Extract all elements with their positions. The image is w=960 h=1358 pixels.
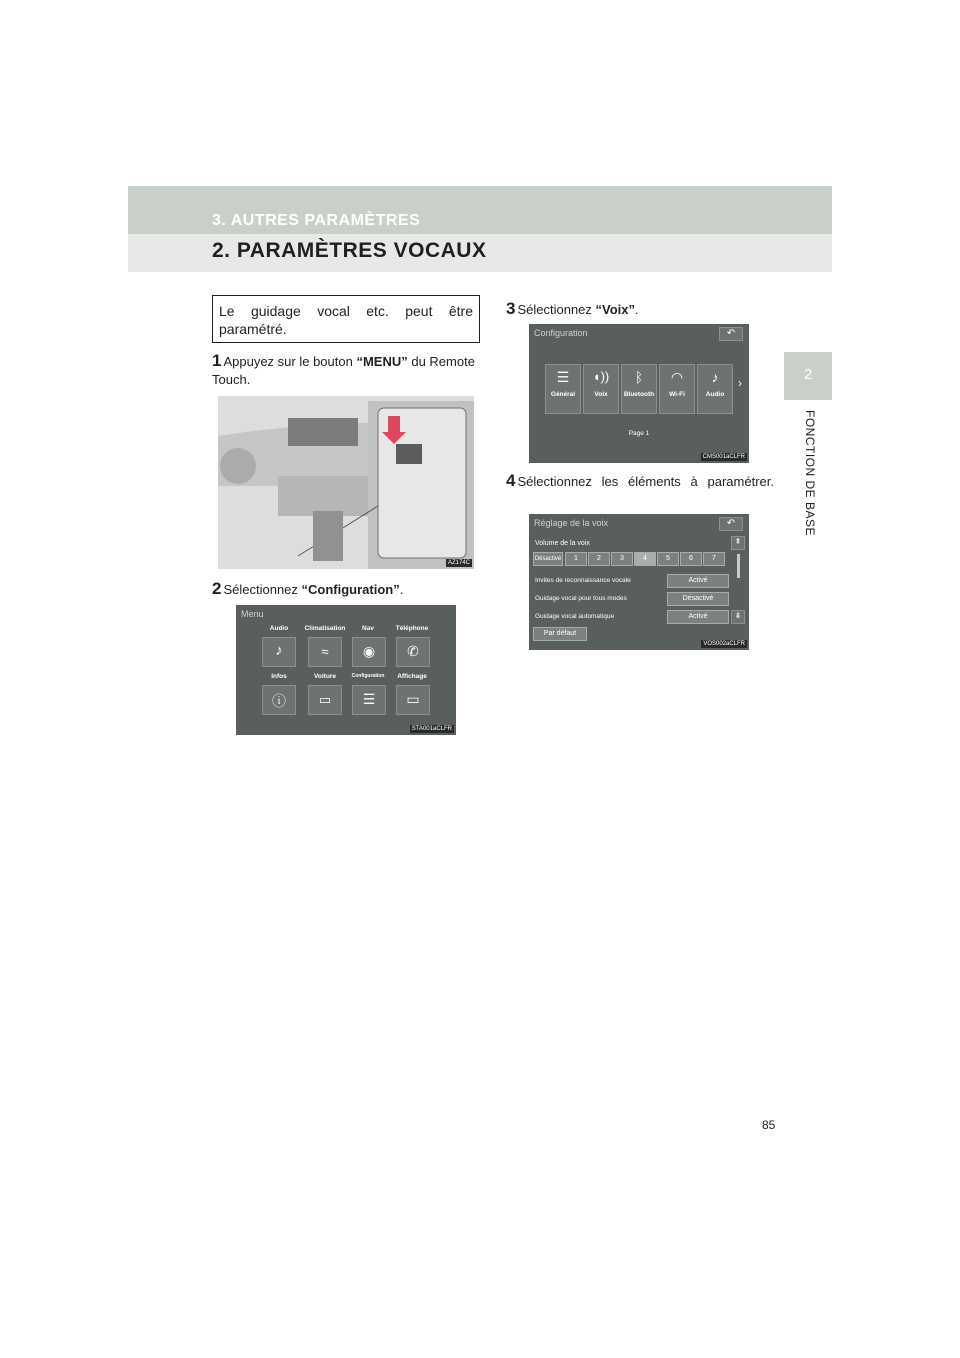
phone-button[interactable] xyxy=(396,637,430,667)
step-3 xyxy=(506,300,774,319)
step-text: Sélectionnez les éléments à paramétrer. xyxy=(517,474,774,489)
dashboard-figure xyxy=(218,396,474,569)
step-1 xyxy=(212,352,480,389)
menu-label: Audio xyxy=(269,625,289,632)
step-number: 1 xyxy=(212,351,222,370)
volume-level-button[interactable]: 2 xyxy=(588,552,610,566)
audio-button[interactable] xyxy=(697,364,733,414)
volume-level-button[interactable]: 3 xyxy=(611,552,633,566)
bluetooth-icon: ᛒ xyxy=(634,369,644,385)
menu-label: Voiture xyxy=(314,673,336,680)
volume-level-button[interactable]: 1 xyxy=(565,552,587,566)
page-title: 2. PARAMÈTRES VOCAUX xyxy=(212,239,487,262)
menu-label: Nav xyxy=(362,625,374,632)
menu-label: Téléphone xyxy=(395,625,429,632)
climate-button[interactable] xyxy=(308,637,342,667)
screen-title: Menu xyxy=(241,609,264,619)
back-arrow-icon: ↶ xyxy=(726,328,736,339)
step-keyword: “Configuration” xyxy=(301,582,400,597)
item-label: Audio xyxy=(705,391,725,398)
screen-title: Réglage de la voix xyxy=(534,518,609,528)
configuration-screen xyxy=(529,324,749,463)
settings-icon: ☰ xyxy=(556,369,570,385)
menu-label: Climatisation xyxy=(304,625,346,632)
music-note-icon: ♪ xyxy=(275,642,283,659)
wifi-button[interactable] xyxy=(659,364,695,414)
back-button[interactable] xyxy=(719,327,743,341)
voice-button[interactable] xyxy=(583,364,619,414)
speaker-icon: ◖)) xyxy=(592,369,610,384)
scrollbar[interactable] xyxy=(737,554,740,578)
general-button[interactable] xyxy=(545,364,581,414)
page-indicator: Page 1 xyxy=(628,430,650,437)
chevron-right-icon[interactable]: › xyxy=(738,376,742,390)
step-4 xyxy=(506,472,774,491)
arrow-down-icon: ⇟ xyxy=(734,611,742,620)
chapter-tab xyxy=(784,352,832,400)
setting-toggle[interactable]: Activé xyxy=(667,574,729,588)
intro-box: Le guidage vocal etc. peut être paramétré. xyxy=(212,295,480,343)
vehicle-button[interactable] xyxy=(308,685,342,715)
item-label: Voix xyxy=(594,391,608,398)
step-2 xyxy=(212,580,480,599)
step-keyword: “Voix” xyxy=(595,302,636,317)
setting-toggle[interactable]: Activé xyxy=(667,610,729,624)
volume-level-button-selected[interactable]: 4 xyxy=(634,552,656,566)
chapter-label: FONCTION DE BASE xyxy=(803,410,817,537)
info-button[interactable] xyxy=(262,685,296,715)
step-keyword: “MENU” xyxy=(356,354,408,369)
scroll-down-button[interactable] xyxy=(731,610,745,624)
figure-code: CMS001aCLFR xyxy=(702,454,745,460)
default-button[interactable]: Par défaut xyxy=(533,627,587,641)
step-text: du Remote Touch. xyxy=(212,354,475,387)
volume-level-button[interactable]: 6 xyxy=(680,552,702,566)
item-label: Wi-Fi xyxy=(669,391,685,398)
menu-screen xyxy=(236,605,456,735)
section-title: 3. AUTRES PARAMÈTRES xyxy=(212,212,421,229)
chapter-number: 2 xyxy=(804,366,813,383)
menu-label: Infos xyxy=(271,673,287,680)
info-icon: ⓘ xyxy=(272,693,286,709)
setting-label: Invites de reconnaissance vocale xyxy=(535,577,631,584)
back-button[interactable] xyxy=(719,517,743,531)
display-button[interactable] xyxy=(396,685,430,715)
car-icon: ▭ xyxy=(318,692,332,707)
section-header xyxy=(128,186,832,234)
figure-code: STA001aCLFR xyxy=(411,726,452,732)
step-number: 3 xyxy=(506,299,516,318)
page-number: 85 xyxy=(762,1118,776,1132)
wifi-icon: ◠ xyxy=(670,369,684,385)
item-label: Bluetooth xyxy=(623,391,655,398)
setting-label: Guidage vocal pour tous modes xyxy=(535,595,627,602)
step-text: Sélectionnez xyxy=(223,582,302,597)
step-number: 2 xyxy=(212,579,222,598)
step-text: Appuyez sur le bouton xyxy=(223,354,357,369)
step-text: . xyxy=(635,302,639,317)
bluetooth-button[interactable] xyxy=(621,364,657,414)
figure-code: AZ174C xyxy=(447,560,470,566)
volume-level-button[interactable]: 5 xyxy=(657,552,679,566)
settings-icon: ☰ xyxy=(362,691,376,707)
compass-icon: ◉ xyxy=(362,643,376,659)
volume-level-button[interactable]: 7 xyxy=(703,552,725,566)
item-label: Général xyxy=(550,391,576,398)
step-number: 4 xyxy=(506,471,516,490)
setup-button[interactable] xyxy=(352,685,386,715)
music-note-icon: ♪ xyxy=(711,369,719,385)
phone-icon: ✆ xyxy=(407,643,419,659)
dashboard-illustration xyxy=(218,396,474,569)
scroll-up-button[interactable] xyxy=(731,536,745,550)
nav-button[interactable] xyxy=(352,637,386,667)
setting-label: Guidage vocal automatique xyxy=(535,613,615,620)
step-text: . xyxy=(399,582,404,597)
volume-label: Volume de la voix xyxy=(535,540,590,547)
setting-toggle[interactable]: Désactivé xyxy=(667,592,729,606)
figure-code: VOS002aCLFR xyxy=(703,641,745,647)
audio-button[interactable] xyxy=(262,637,296,667)
volume-off-button[interactable]: Désactivé xyxy=(533,552,563,566)
title-bar xyxy=(128,234,832,272)
back-arrow-icon: ↶ xyxy=(726,518,736,529)
screen-title: Configuration xyxy=(534,328,588,338)
arrow-up-icon: ⇞ xyxy=(734,537,742,546)
menu-label: Affichage xyxy=(397,673,427,680)
menu-label: Configuration xyxy=(351,673,385,679)
voice-settings-screen xyxy=(529,514,749,650)
display-icon: ▭ xyxy=(406,691,420,707)
climate-icon: ≈ xyxy=(321,644,329,659)
step-text: Sélectionnez xyxy=(517,302,596,317)
